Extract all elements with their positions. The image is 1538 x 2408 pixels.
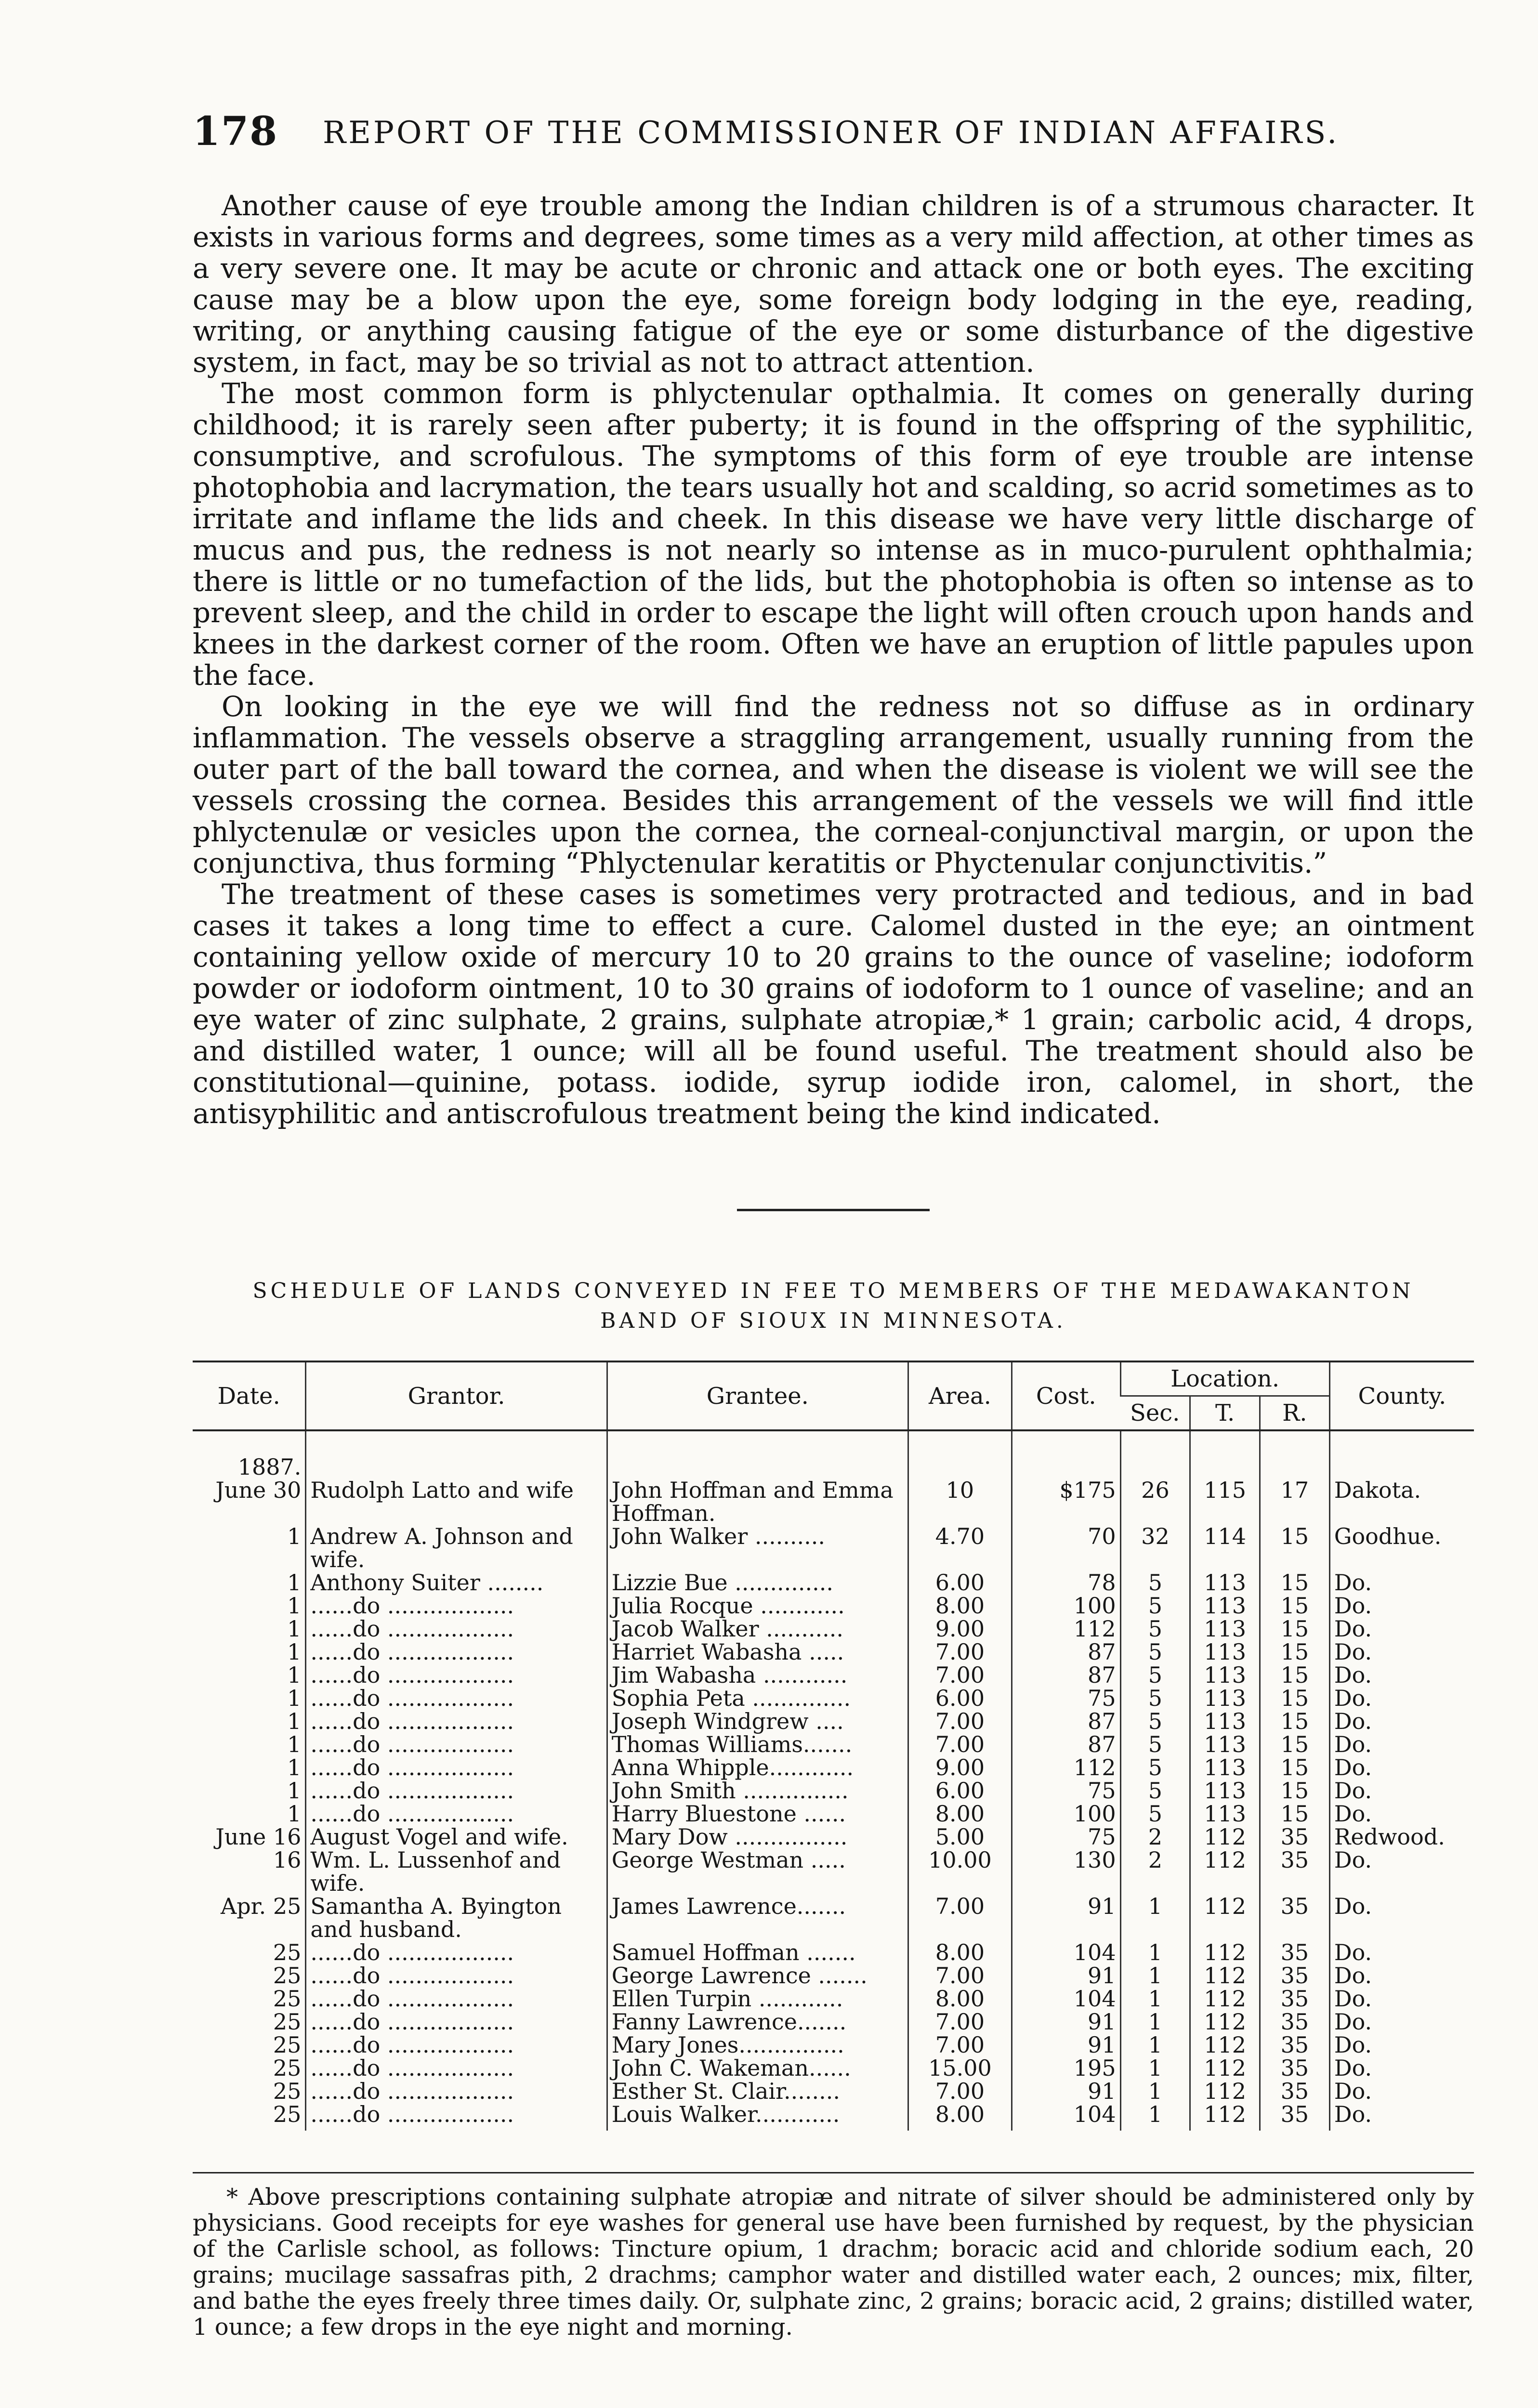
cell-grantee: Louis Walker............ (607, 2103, 908, 2131)
cell-sec: 5 (1120, 1802, 1190, 1825)
table-row (193, 1710, 1474, 1733)
cell-date: 1 (287, 1801, 302, 1827)
cell-grantor: ......do .................. (306, 1779, 607, 1802)
cell-area: 8.00 (908, 1594, 1012, 1617)
cell-cost: 70 (1012, 1525, 1120, 1571)
cell-t: 115 (1190, 1479, 1260, 1525)
table-row (193, 1802, 1474, 1825)
cell-area: 7.00 (908, 2080, 1012, 2103)
cell-r: 15 (1260, 1663, 1330, 1687)
cell-sec: 5 (1120, 1756, 1190, 1779)
cell-grantor: ......do .................. (306, 2080, 607, 2103)
cell-area: 6.00 (908, 1571, 1012, 1594)
cell-t: 113 (1190, 1733, 1260, 1756)
cell-grantee: Julia Rocque ............ (607, 1594, 908, 1617)
col-header-t: T. (1190, 1396, 1260, 1431)
cell-sec: 1 (1120, 2080, 1190, 2103)
cell-grantor: Anthony Suiter ........ (306, 1571, 607, 1594)
cell-area: 10.00 (908, 1848, 1012, 1895)
cell-date: 25 (273, 2009, 302, 2035)
cell-sec: 5 (1120, 1663, 1190, 1687)
table-row (193, 1779, 1474, 1802)
table-row (193, 2010, 1474, 2033)
cell-area: 7.00 (908, 2010, 1012, 2033)
cell-county: Do. (1329, 1802, 1474, 1825)
cell-r: 17 (1260, 1479, 1330, 1525)
cell-county: Do. (1329, 1895, 1474, 1941)
cell-r: 15 (1260, 1733, 1330, 1756)
cell-date: 1 (287, 1616, 302, 1642)
table-row (193, 1571, 1474, 1594)
cell-t: 112 (1190, 2103, 1260, 2131)
cell-grantee: James Lawrence....... (607, 1895, 908, 1941)
cell-county: Do. (1329, 2080, 1474, 2103)
cell-grantee: Jim Wabasha ............ (607, 1663, 908, 1687)
cell-t: 112 (1190, 2056, 1260, 2080)
col-header-cost: Cost. (1012, 1361, 1120, 1430)
table-row (193, 1479, 1474, 1525)
col-header-sec: Sec. (1120, 1396, 1190, 1431)
cell-cost: 112 (1012, 1756, 1120, 1779)
cell-sec: 5 (1120, 1687, 1190, 1710)
cell-r: 15 (1260, 1756, 1330, 1779)
footnote-rule (193, 2172, 1474, 2173)
cell-grantee: Sophia Peta .............. (607, 1687, 908, 1710)
cell-t: 113 (1190, 1779, 1260, 1802)
cell-cost: 104 (1012, 1941, 1120, 1964)
cell-cost: $175 (1012, 1479, 1120, 1525)
cell-t: 112 (1190, 1895, 1260, 1941)
page-number: 178 (193, 108, 278, 155)
cell-sec: 1 (1120, 2056, 1190, 2080)
cell-sec: 1 (1120, 2010, 1190, 2033)
cell-t: 113 (1190, 1571, 1260, 1594)
cell-grantee: George Westman ..... (607, 1848, 908, 1895)
cell-date: 25 (273, 2101, 302, 2127)
cell-county: Do. (1329, 1848, 1474, 1895)
cell-area: 6.00 (908, 1779, 1012, 1802)
cell-county: Do. (1329, 2033, 1474, 2056)
cell-date: 25 (273, 2032, 302, 2058)
cell-area: 7.00 (908, 1733, 1012, 1756)
cell-date: 1 (287, 1685, 302, 1711)
cell-area: 7.00 (908, 2033, 1012, 2056)
table-row (193, 2080, 1474, 2103)
cell-r: 35 (1260, 2010, 1330, 2033)
cell-r: 35 (1260, 2103, 1330, 2131)
cell-r: 35 (1260, 2056, 1330, 2080)
cell-area: 7.00 (908, 1640, 1012, 1663)
cell-grantee: Esther St. Clair........ (607, 2080, 908, 2103)
cell-t: 113 (1190, 1710, 1260, 1733)
cell-date: 1 (287, 1639, 302, 1665)
col-header-area: Area. (908, 1361, 1012, 1430)
table-header (193, 1361, 1474, 1430)
cell-grantor: Rudolph Latto and wife (306, 1479, 607, 1525)
cell-cost: 104 (1012, 2103, 1120, 2131)
cell-grantor: ......do .................. (306, 1594, 607, 1617)
cell-cost: 87 (1012, 1710, 1120, 1733)
cell-sec: 26 (1120, 1479, 1190, 1525)
cell-date: 1 (287, 1708, 302, 1734)
cell-t: 114 (1190, 1525, 1260, 1571)
cell-r: 15 (1260, 1640, 1330, 1663)
paragraph: The treatment of these cases is sometimes very protracted and tedious, and in bad cases it takes a long time to effect a cure. Calomel dusted in the eye; an ointment containing yellow oxide of mercury 10 to 20 grains to the ounce of vaseline; iodoform powder or iodoform ointment, 10 to 30 grains of iodoform to 1 ounce of vaseline; and an eye water of zinc sulphate, 2 grains, sulphate atropiæ,* 1 grain; carbolic acid, 4 drops, and distilled water, 1 ounce; will all be found useful. The treatment should also be constitutional—quinine, potass. iodide, syrup iodide iron, calomel, in short, the antisyphilitic and antiscrofulous treatment being the kind indicated. (193, 878, 1474, 1130)
cell-sec: 5 (1120, 1779, 1190, 1802)
cell-r: 15 (1260, 1687, 1330, 1710)
cell-date: June 16 (215, 1824, 302, 1850)
cell-sec: 5 (1120, 1617, 1190, 1640)
cell-cost: 87 (1012, 1640, 1120, 1663)
cell-county: Do. (1329, 1756, 1474, 1779)
cell-county: Do. (1329, 1779, 1474, 1802)
table-row (193, 1525, 1474, 1571)
cell-grantor: ......do .................. (306, 1964, 607, 1987)
cell-cost: 75 (1012, 1779, 1120, 1802)
paragraph: Another cause of eye trouble among the Indian children is of a strumous character. It exists in various forms and degrees, some times as a very mild affection, at other times as a very severe one. It may be acute or chronic and attack one or both eyes. The exciting cause may be a blow upon the eye, some foreign body lodging in the eye, reading, writing, or anything causing fatigue of the eye or some disturbance of the digestive system, in fact, may be so trivial as not to attract attention. (193, 189, 1474, 379)
cell-date: 1 (287, 1662, 302, 1688)
cell-sec: 5 (1120, 1594, 1190, 1617)
cell-grantee: John Smith ............... (607, 1779, 908, 1802)
cell-t: 113 (1190, 1594, 1260, 1617)
table-body (193, 1430, 1474, 2131)
cell-r: 15 (1260, 1617, 1330, 1640)
cell-cost: 87 (1012, 1733, 1120, 1756)
cell-county: Do. (1329, 1571, 1474, 1594)
cell-cost: 75 (1012, 1687, 1120, 1710)
cell-t: 112 (1190, 1964, 1260, 1987)
cell-r: 15 (1260, 1571, 1330, 1594)
cell-sec: 1 (1120, 2103, 1190, 2131)
table-row (193, 1895, 1474, 1941)
table-row (193, 1987, 1474, 2010)
cell-county: Do. (1329, 2010, 1474, 2033)
cell-area: 7.00 (908, 1663, 1012, 1687)
cell-r: 15 (1260, 1802, 1330, 1825)
cell-grantor: ......do .................. (306, 2103, 607, 2131)
cell-t: 113 (1190, 1640, 1260, 1663)
schedule-table (193, 1361, 1474, 2131)
cell-cost: 130 (1012, 1848, 1120, 1895)
cell-cost: 104 (1012, 1987, 1120, 2010)
cell-t: 112 (1190, 1941, 1260, 1964)
cell-county: Do. (1329, 1617, 1474, 1640)
cell-area: 5.00 (908, 1825, 1012, 1848)
cell-date: 1 (287, 1523, 302, 1549)
cell-grantor: ......do .................. (306, 1640, 607, 1663)
cell-date: June 30 (215, 1477, 302, 1503)
cell-date: 25 (273, 1963, 302, 1989)
schedule-title-line: SCHEDULE OF LANDS CONVEYED IN FEE TO MEMBERS OF THE MEDAWAKANTON (252, 1279, 1414, 1303)
page-header (193, 108, 1474, 161)
table-row (193, 1640, 1474, 1663)
cell-t: 112 (1190, 2010, 1260, 2033)
cell-grantor: August Vogel and wife. (306, 1825, 607, 1848)
cell-grantor: ......do .................. (306, 1756, 607, 1779)
cell-county: Do. (1329, 1964, 1474, 1987)
table-row (193, 1825, 1474, 1848)
cell-sec: 2 (1120, 1848, 1190, 1895)
cell-grantee: Lizzie Bue .............. (607, 1571, 908, 1594)
cell-grantee: John Walker .......... (607, 1525, 908, 1571)
col-header-grantee: Grantee. (607, 1361, 908, 1430)
cell-sec: 5 (1120, 1640, 1190, 1663)
cell-cost: 112 (1012, 1617, 1120, 1640)
cell-r: 35 (1260, 2080, 1330, 2103)
cell-r: 35 (1260, 2033, 1330, 2056)
cell-grantor: ......do .................. (306, 1687, 607, 1710)
cell-county: Do. (1329, 1594, 1474, 1617)
cell-grantor: ......do .................. (306, 2056, 607, 2080)
cell-date: 25 (273, 1986, 302, 2012)
cell-r: 35 (1260, 1848, 1330, 1895)
cell-grantor: ......do .................. (306, 1663, 607, 1687)
paragraph: On looking in the eye we will find the redness not so diffuse as in ordinary inflammation. The vessels observe a straggling arrangement, usually running from the outer part of the ball toward the cornea, and when the disease is violent we will see the vessels crossing the cornea. Besides this arrangement of the vessels we will find ittle phlyctenulæ or vesicles upon the cornea, the corneal-conjunctival margin, or upon the conjunctiva, thus forming “Phlyctenular keratitis or Phyctenular conjunctivitis.” (193, 690, 1474, 879)
footnote: * Above prescriptions containing sulphate atropiæ and nitrate of silver should be administered only by physicians. Good receipts for eye washes for general use have been furnished by request, by the physician of the Carlisle school, as follows: Tincture opium, 1 drachm; boracic acid and chloride sodium each, 20 grains; mucilage sassafras pith, 2 drachms; camphor water and distilled water each, 2 ounces; mix, filter, and bathe the eyes freely three times daily. Or, sulphate zinc, 2 grains; boracic acid, 2 grains; distilled water, 1 ounce; a few drops in the eye night and morning. (193, 2184, 1474, 2341)
cell-cost: 75 (1012, 1825, 1120, 1848)
table-row (193, 1687, 1474, 1710)
cell-county: Do. (1329, 1733, 1474, 1756)
cell-grantee: John C. Wakeman...... (607, 2056, 908, 2080)
cell-r: 35 (1260, 1964, 1330, 1987)
cell-date: 1 (287, 1754, 302, 1780)
cell-sec: 32 (1120, 1525, 1190, 1571)
col-header-county: County. (1329, 1361, 1474, 1430)
year-row (193, 1430, 1474, 1479)
cell-sec: 1 (1120, 2033, 1190, 2056)
col-header-date: Date. (217, 1382, 280, 1410)
cell-area: 9.00 (908, 1617, 1012, 1640)
cell-cost: 91 (1012, 1964, 1120, 1987)
cell-cost: 100 (1012, 1594, 1120, 1617)
cell-county: Do. (1329, 1710, 1474, 1733)
cell-county: Do. (1329, 1941, 1474, 1964)
cell-r: 15 (1260, 1525, 1330, 1571)
cell-grantor: Wm. L. Lussenhof and wife. (306, 1848, 607, 1895)
col-header-location: Location. (1120, 1361, 1329, 1396)
cell-area: 10 (908, 1479, 1012, 1525)
cell-grantor: ......do .................. (306, 2033, 607, 2056)
table-row (193, 1617, 1474, 1640)
cell-sec: 1 (1120, 1895, 1190, 1941)
cell-grantee: George Lawrence ....... (607, 1964, 908, 1987)
body-text (193, 190, 1474, 1129)
cell-t: 113 (1190, 1756, 1260, 1779)
cell-area: 8.00 (908, 1941, 1012, 1964)
cell-date: 1 (287, 1731, 302, 1757)
schedule-title (193, 1276, 1474, 1336)
table-row (193, 1756, 1474, 1779)
cell-sec: 2 (1120, 1825, 1190, 1848)
table-row (193, 1663, 1474, 1687)
cell-cost: 91 (1012, 1895, 1120, 1941)
cell-t: 113 (1190, 1663, 1260, 1687)
cell-t: 113 (1190, 1687, 1260, 1710)
cell-cost: 91 (1012, 2033, 1120, 2056)
cell-grantor: Andrew A. Johnson and wife. (306, 1525, 607, 1571)
table-row (193, 1964, 1474, 1987)
cell-grantee: Samuel Hoffman ....... (607, 1941, 908, 1964)
cell-area: 6.00 (908, 1687, 1012, 1710)
cell-grantor: ......do .................. (306, 1802, 607, 1825)
cell-sec: 5 (1120, 1571, 1190, 1594)
cell-county: Do. (1329, 1687, 1474, 1710)
cell-sec: 5 (1120, 1710, 1190, 1733)
cell-grantee: Jacob Walker ........... (607, 1617, 908, 1640)
cell-t: 112 (1190, 1848, 1260, 1895)
cell-grantee: Fanny Lawrence....... (607, 2010, 908, 2033)
cell-cost: 87 (1012, 1663, 1120, 1687)
cell-county: Dakota. (1329, 1479, 1474, 1525)
cell-r: 35 (1260, 1987, 1330, 2010)
cell-area: 15.00 (908, 2056, 1012, 2080)
cell-cost: 91 (1012, 2010, 1120, 2033)
cell-sec: 1 (1120, 1987, 1190, 2010)
cell-r: 35 (1260, 1895, 1330, 1941)
cell-grantee: Ellen Turpin ............ (607, 1987, 908, 2010)
table-row (193, 2103, 1474, 2131)
cell-area: 7.00 (908, 1710, 1012, 1733)
cell-grantee: Thomas Williams....... (607, 1733, 908, 1756)
cell-area: 7.00 (908, 1895, 1012, 1941)
cell-cost: 100 (1012, 1802, 1120, 1825)
cell-county: Do. (1329, 1663, 1474, 1687)
cell-grantor: ......do .................. (306, 1617, 607, 1640)
cell-county: Do. (1329, 2056, 1474, 2080)
cell-date: 1 (287, 1778, 302, 1804)
cell-t: 112 (1190, 1825, 1260, 1848)
cell-grantee: Harriet Wabasha ..... (607, 1640, 908, 1663)
cell-grantee: Mary Dow ................ (607, 1825, 908, 1848)
cell-grantor: ......do .................. (306, 1710, 607, 1733)
cell-county: Redwood. (1329, 1825, 1474, 1848)
cell-r: 15 (1260, 1594, 1330, 1617)
cell-area: 8.00 (908, 1802, 1012, 1825)
cell-area: 4.70 (908, 1525, 1012, 1571)
cell-grantee: Harry Bluestone ...... (607, 1802, 908, 1825)
cell-sec: 1 (1120, 1941, 1190, 1964)
cell-grantor: Samantha A. Byington and husband. (306, 1895, 607, 1941)
year-cell: 1887. (237, 1454, 302, 1480)
cell-area: 7.00 (908, 1964, 1012, 1987)
schedule-title-line: BAND OF SIOUX IN MINNESOTA. (600, 1309, 1066, 1333)
paragraph: The most common form is phlyctenular opthalmia. It comes on generally during childhood; it is rarely seen after puberty; it is found in the offspring of the syphilitic, consumptive, and scrofulous. The symptoms of this form of eye trouble are intense photophobia and lacrymation, the tears usually hot and scalding, so acrid sometimes as to irritate and inflame the lids and cheek. In this disease we have very little discharge of mucus and pus, the redness is not nearly so intense as in muco-purulent ophthalmia; there is little or no tumefaction of the lids, but the photophobia is often so intense as to prevent sleep, and the child in order to escape the light will often crouch upon hands and knees in the darkest corner of the room. Often we have an eruption of little papules upon the face. (193, 377, 1474, 692)
cell-date: 25 (273, 2078, 302, 2104)
cell-grantor: ......do .................. (306, 1733, 607, 1756)
col-header-r: R. (1260, 1396, 1330, 1431)
table-row (193, 2033, 1474, 2056)
cell-date: 1 (287, 1570, 302, 1596)
cell-t: 112 (1190, 2080, 1260, 2103)
cell-t: 112 (1190, 2033, 1260, 2056)
table-row (193, 1733, 1474, 1756)
cell-county: Goodhue. (1329, 1525, 1474, 1571)
table-row (193, 2056, 1474, 2080)
cell-grantee: John Hoffman and Emma Hoffman. (607, 1479, 908, 1525)
cell-t: 113 (1190, 1617, 1260, 1640)
cell-r: 35 (1260, 1825, 1330, 1848)
cell-r: 15 (1260, 1710, 1330, 1733)
table-row (193, 1848, 1474, 1895)
cell-date: 25 (273, 1939, 302, 1965)
cell-county: Do. (1329, 1987, 1474, 2010)
cell-sec: 1 (1120, 1964, 1190, 1987)
running-title: REPORT OF THE COMMISSIONER OF INDIAN AFFAIRS. (323, 115, 1340, 151)
cell-r: 15 (1260, 1779, 1330, 1802)
cell-cost: 91 (1012, 2080, 1120, 2103)
cell-cost: 195 (1012, 2056, 1120, 2080)
cell-grantee: Joseph Windgrew .... (607, 1710, 908, 1733)
cell-r: 35 (1260, 1941, 1330, 1964)
cell-date: 16 (273, 1847, 302, 1873)
cell-area: 8.00 (908, 2103, 1012, 2131)
table-row (193, 1594, 1474, 1617)
cell-grantee: Anna Whipple............ (607, 1756, 908, 1779)
cell-county: Do. (1329, 2103, 1474, 2131)
cell-county: Do. (1329, 1640, 1474, 1663)
cell-grantee: Mary Jones............... (607, 2033, 908, 2056)
cell-date: Apr. 25 (221, 1893, 302, 1919)
cell-date: 25 (273, 2055, 302, 2081)
cell-date: 1 (287, 1593, 302, 1619)
cell-area: 9.00 (908, 1756, 1012, 1779)
cell-grantor: ......do .................. (306, 1941, 607, 1964)
cell-t: 113 (1190, 1802, 1260, 1825)
table-row (193, 1941, 1474, 1964)
cell-t: 112 (1190, 1987, 1260, 2010)
col-header-grantor: Grantor. (306, 1361, 607, 1430)
cell-area: 8.00 (908, 1987, 1012, 2010)
section-divider (737, 1209, 930, 1211)
cell-sec: 5 (1120, 1733, 1190, 1756)
cell-grantor: ......do .................. (306, 2010, 607, 2033)
cell-grantor: ......do .................. (306, 1987, 607, 2010)
cell-cost: 78 (1012, 1571, 1120, 1594)
